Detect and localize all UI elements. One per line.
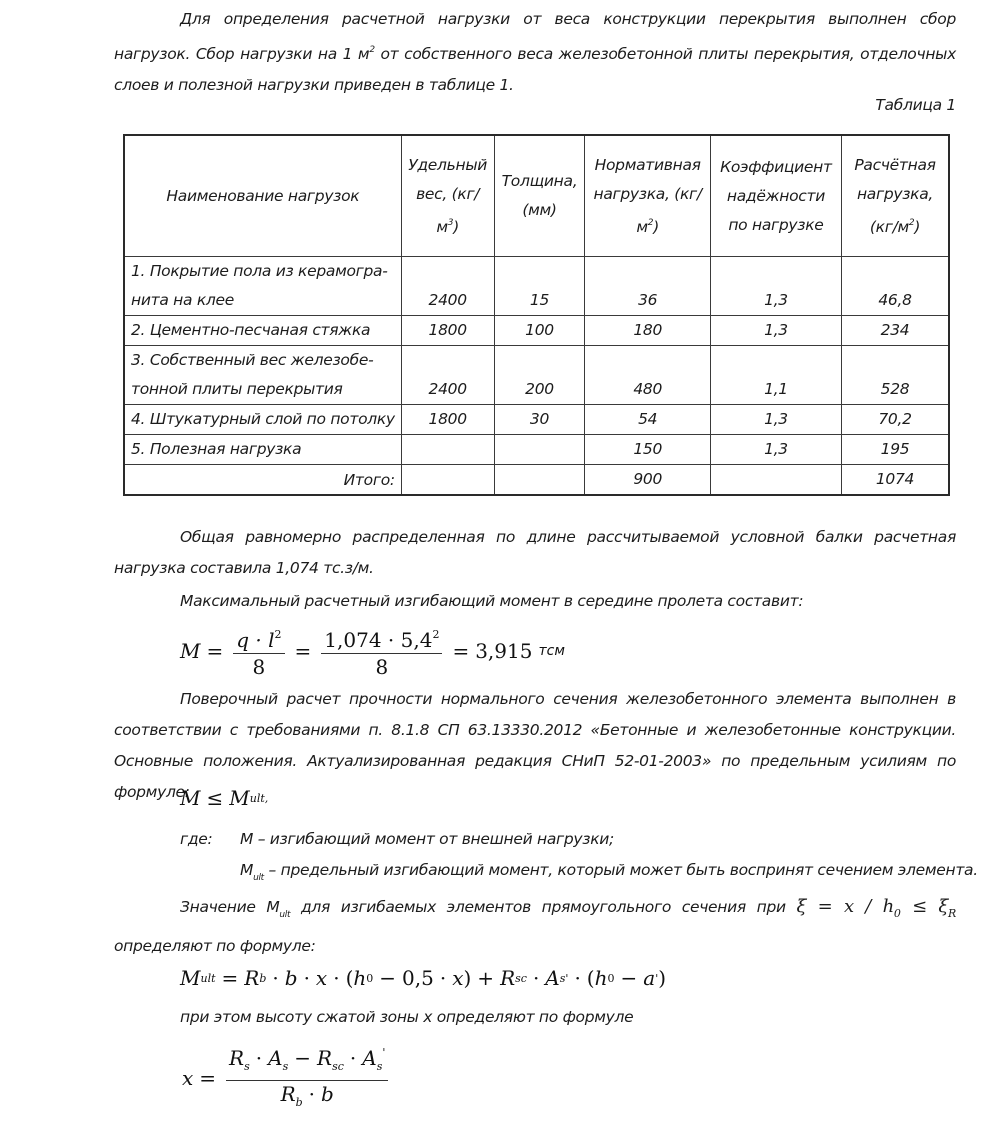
table-row: [124, 435, 949, 465]
x-formula: x = $\frac{R_s \cdot A_s - R_{sc} \cdot A_s'}{R_b \cdot b}$: [182, 1042, 392, 1114]
header-design: [842, 135, 949, 257]
cell-normative: 36: [585, 257, 710, 316]
cell-weight: 2400: [401, 257, 494, 316]
condition-operator: ≤: [206, 786, 224, 810]
mult-description: – предельный изгибающий момент, который может быть воспринят сечением элемента.: [263, 861, 978, 879]
where-item-m: M – изгибающий момент от внешней нагрузки;: [240, 830, 614, 848]
table-header-row: [124, 135, 949, 257]
mult-condition-paragraph: [114, 891, 956, 962]
compressed-zone-text: при этом высоту сжатой зоны x определяют по формуле: [180, 1008, 634, 1026]
xi-rel-sub: R: [948, 907, 956, 920]
cell-empty: [710, 465, 841, 496]
intro-sup: 2: [369, 45, 375, 55]
numerator-text: q · l: [236, 628, 275, 652]
equals-sign: =: [206, 639, 224, 663]
text-middle: для изгибаемых элементов прямоугольного сечения при: [290, 898, 797, 916]
table-row: [124, 257, 949, 316]
header-design-end: ): [914, 217, 921, 236]
total-design: 1074: [842, 465, 949, 496]
cell-name: 2. Цементно-песчаная стяжка: [124, 316, 401, 346]
cell-name: 3. Собственный вес железобе- тонной плиты перекрытия: [124, 346, 401, 405]
header-design-text: Расчётная нагрузка, (кг/м: [854, 155, 936, 236]
condition-tail: ,: [264, 791, 269, 805]
condition-formula: [180, 786, 268, 810]
condition-rhs: M: [229, 786, 250, 810]
header-normative-sup: 2: [647, 217, 654, 228]
cell-empty: [401, 465, 494, 496]
moment-formula: [180, 624, 565, 678]
cell-name: 1. Покрытие пола из керамогра- нита на клее: [124, 257, 401, 316]
header-weight-end: ): [453, 217, 459, 236]
verification-paragraph: Поверочный расчет прочности нормального сечения железобетонного элемента выполнен в соответствии с требованиями п. 8.1.8 СП 63.13330.2012 «Бетонные и железобетонные конструкции. Основные положения. Актуализированная редакция СНиП 52-01-2003» по предельным усилиям по формуле:: [114, 690, 956, 801]
cell-empty: [494, 465, 585, 496]
total-label: Итого:: [124, 465, 401, 496]
numerator-sup: 2: [274, 628, 282, 641]
header-normative-text: Нормативная нагрузка, (кг/м: [593, 155, 702, 236]
where-label: где:: [180, 830, 213, 848]
numerator-text: 1,074 · 5,4: [324, 628, 433, 652]
cell-thickness: 100: [494, 316, 585, 346]
formula-unit: тсм: [538, 643, 565, 659]
text-before: Значение M: [180, 898, 280, 916]
header-normative: [585, 135, 710, 257]
table-total-row: [124, 465, 949, 496]
cell-weight: 1800: [401, 316, 494, 346]
table-row: [124, 316, 949, 346]
header-weight: [401, 135, 494, 257]
header-weight-text: Удельный вес, (кг/м: [408, 155, 488, 236]
load-summary-paragraph: Общая равномерно распределенная по длине рассчитываемой условной балки расчетная нагрузка составила 1,074 тс.з/м.: [114, 528, 956, 577]
xi-math: ξ = x / h: [796, 896, 894, 917]
moment-intro-text: Максимальный расчетный изгибающий момент в середине пролета составит:: [180, 592, 804, 610]
table-caption: Таблица 1: [875, 96, 956, 114]
cell-coefficient: 1,3: [710, 405, 841, 435]
cell-coefficient: 1,1: [710, 346, 841, 405]
cell-weight: 1800: [401, 405, 494, 435]
cell-weight: 2400: [401, 346, 494, 405]
equals-sign: =: [452, 639, 470, 663]
condition-rhs-sub: ult: [249, 791, 265, 805]
header-name: Наименование нагрузок: [124, 135, 401, 257]
xi-math-sub: 0: [893, 907, 901, 920]
xi-expression: [796, 896, 956, 920]
formula-result: 3,915: [475, 639, 533, 663]
text-sub: ult: [279, 910, 291, 920]
intro-text: Для определения расчетной нагрузки от веса конструкции перекрытия выполнен сбор нагрузок. Сбор нагрузки на 1 м: [114, 10, 956, 63]
cell-normative: 150: [585, 435, 710, 465]
header-normative-end: ): [653, 217, 659, 236]
cell-weight: [401, 435, 494, 465]
loads-table: [123, 134, 950, 496]
cell-design: 234: [842, 316, 949, 346]
fraction-numeric: [321, 624, 442, 678]
fraction-numerator: [233, 624, 284, 654]
numerator-sup: 2: [432, 628, 440, 641]
cell-thickness: 200: [494, 346, 585, 405]
where-item-mult: [240, 861, 978, 883]
xi-rel: ≤ ξ: [900, 896, 949, 917]
table-row: [124, 405, 949, 435]
intro-text-rest: от собственного веса железобетонной плиты перекрытия, отделочных слоев и полезной нагрузки приведен в таблице 1.: [114, 45, 956, 94]
intro-paragraph: [114, 4, 956, 101]
table-row: [124, 346, 949, 405]
fraction-symbolic: [233, 624, 284, 678]
cell-coefficient: 1,3: [710, 435, 841, 465]
mult-symbol: M: [240, 861, 254, 879]
text-after: определяют по формуле:: [114, 937, 316, 955]
cell-name: 5. Полезная нагрузка: [124, 435, 401, 465]
cell-name: 4. Штукатурный слой по потолку: [124, 405, 401, 435]
cell-normative: 54: [585, 405, 710, 435]
cell-normative: 480: [585, 346, 710, 405]
header-design-sup: 2: [908, 217, 915, 228]
x-fraction: $\frac{R_s \cdot A_s - R_{sc} \cdot A_s'}{R_b \cdot b}$: [226, 1042, 388, 1114]
cell-design: 195: [842, 435, 949, 465]
cell-coefficient: 1,3: [710, 316, 841, 346]
cell-thickness: [494, 435, 585, 465]
header-weight-sup: 3: [447, 217, 454, 228]
header-coefficient: Коэффициент надёжности по нагрузке: [710, 135, 841, 257]
mult-formula: M ult = R b · b · x · ( h 0 − 0,5 · x ) + R sc · A s ' · ( h 0 − a ' ): [180, 966, 667, 990]
header-thickness: Толщина, (мм): [494, 135, 585, 257]
cell-normative: 180: [585, 316, 710, 346]
cell-design: 528: [842, 346, 949, 405]
fraction-denominator: 8: [252, 655, 266, 679]
equals-sign: =: [294, 639, 312, 663]
total-normative: 900: [585, 465, 710, 496]
cell-design: 70,2: [842, 405, 949, 435]
cell-thickness: 30: [494, 405, 585, 435]
cell-design: 46,8: [842, 257, 949, 316]
formula-lhs: M: [180, 639, 201, 663]
mult-sub: ult: [253, 873, 264, 883]
fraction-numerator: [321, 624, 442, 654]
cell-thickness: 15: [494, 257, 585, 316]
condition-lhs: M: [180, 786, 201, 810]
cell-coefficient: 1,3: [710, 257, 841, 316]
fraction-denominator: 8: [375, 655, 389, 679]
